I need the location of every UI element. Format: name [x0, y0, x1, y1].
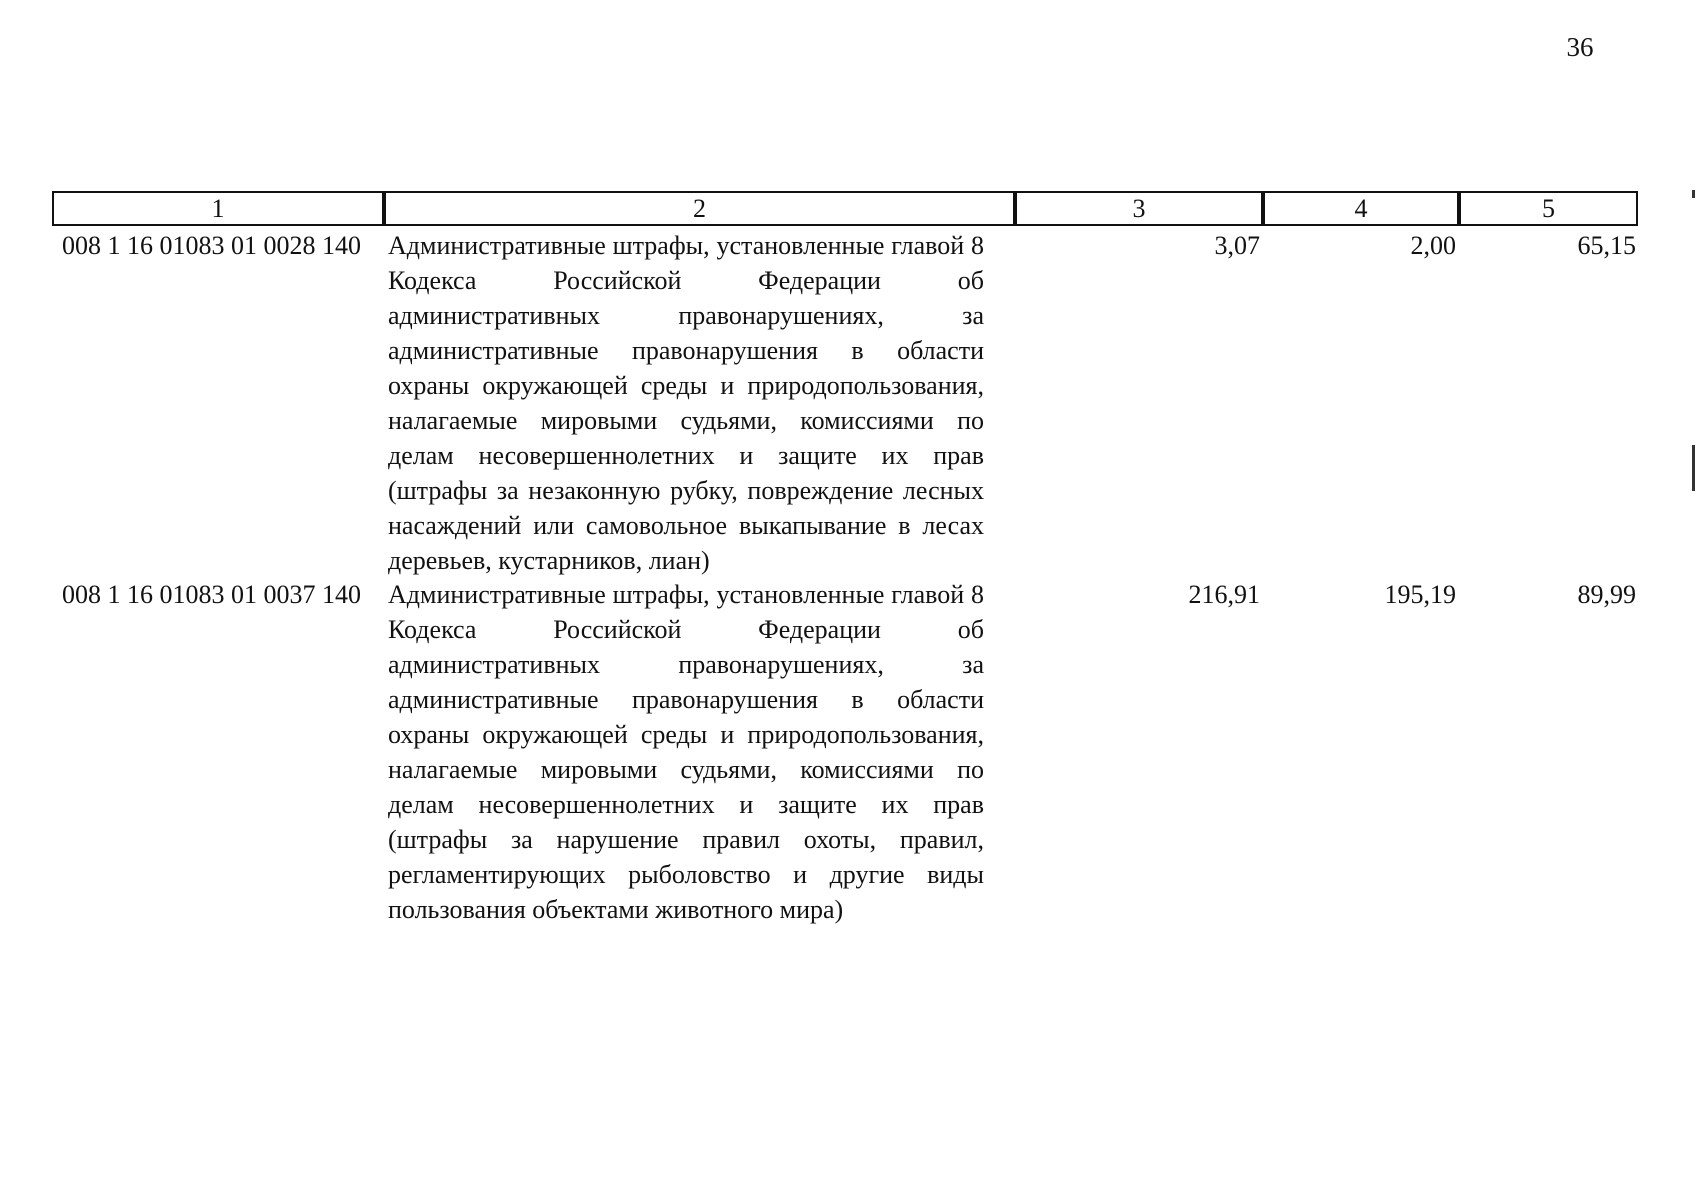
- row-value-col4: 2,00: [1410, 231, 1456, 260]
- row-value-col5: 65,15: [1577, 231, 1636, 260]
- table-header-cell-5: 5: [1459, 191, 1638, 226]
- table-header-cell-4: 4: [1263, 191, 1459, 226]
- table-header-cell-1: 1: [52, 191, 384, 226]
- row-value-col4: 195,19: [1384, 580, 1456, 609]
- row-code: 008 1 16 01083 01 0037 140: [62, 580, 361, 609]
- row-description: Административные штрафы, установленные главой 8 Кодекса Российской Федерации об административных правонарушениях, за административные правонарушения в области охраны окружающей среды и природопользования, налагаемые мировыми судьями, комиссиями по делам несовершеннолетних и защите их прав (штрафы за нарушение правил охоты, правил, регламентирующих рыболовство и другие виды пользования объектами животного мира): [388, 580, 984, 924]
- scan-edge-mark: [1692, 190, 1695, 198]
- row-description: Административные штрафы, установленные главой 8 Кодекса Российской Федерации об административных правонарушениях, за административные правонарушения в области охраны окружающей среды и природопользования, налагаемые мировыми судьями, комиссиями по делам несовершеннолетних и защите их прав (штрафы за незаконную рубку, повреждение лесных насаждений или самовольное выкапывание в лесах деревьев, кустарников, лиан): [388, 231, 984, 575]
- row-value-col3: 3,07: [1214, 231, 1260, 260]
- row-value-col5: 89,99: [1577, 580, 1636, 609]
- row-code: 008 1 16 01083 01 0028 140: [62, 231, 361, 260]
- scan-edge-mark: [1692, 445, 1695, 491]
- page-number: 36: [1566, 32, 1594, 62]
- table-header-row: [52, 191, 1638, 226]
- table-header-cell-3: 3: [1015, 191, 1263, 226]
- row-value-col3: 216,91: [1188, 580, 1260, 609]
- table-header-cell-2: 2: [384, 191, 1015, 226]
